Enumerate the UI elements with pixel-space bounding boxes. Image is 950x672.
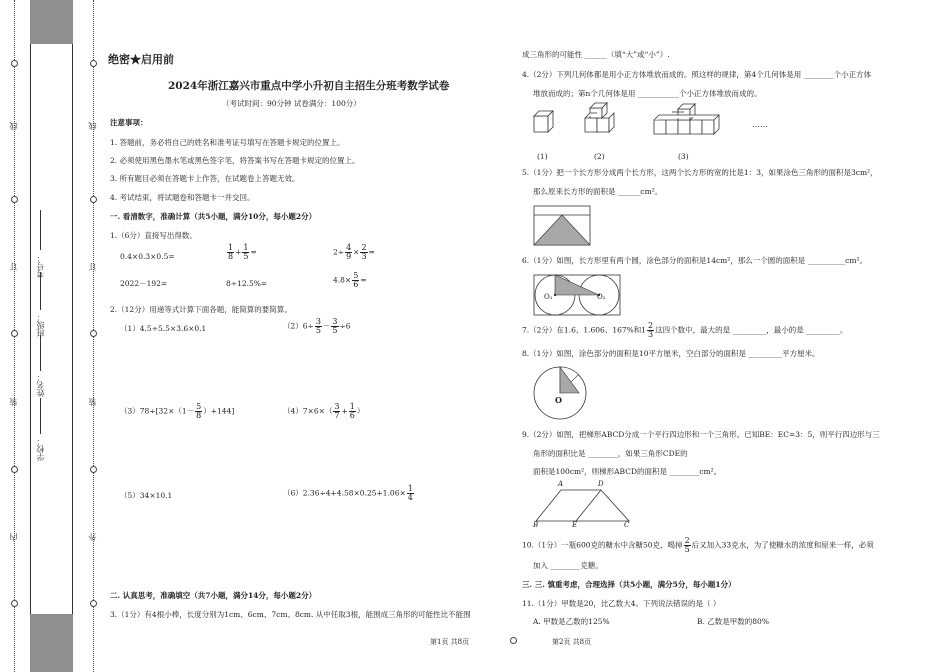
outer-line-label: 订 (9, 263, 18, 271)
note-item: 4. 考试结束，将试题卷和答题卡一并交回。 (110, 193, 255, 202)
exam-no-label: 考号： (36, 254, 45, 278)
strip-gray-top (30, 0, 73, 44)
question-9: 9.（2分）如图，把梯形ABCD分成一个平行四边形和一个三角形。已知BE：EC=3：5，则平行四边形与三 (522, 430, 880, 439)
inner-line-label: 外 (88, 533, 97, 541)
calc-item-fraction: 4.8× $\frac{5}{6}$ = (333, 271, 367, 289)
calc-item-fraction: （6）2.36÷4+4.58×0.25+1.06× $\frac{1}{4}$ (283, 484, 413, 502)
calc-item: （5）34×10.1 (120, 491, 173, 500)
inner-line-label: 订 (88, 263, 97, 271)
school-label: 学校： (36, 437, 45, 461)
vertex-label: C (624, 521, 630, 529)
vertex-label: D (598, 480, 604, 488)
figure-label: (3) (678, 152, 689, 161)
question-9-cont: 角形的面积比是 ________，如果三角形CDE的 (533, 449, 688, 458)
note-item: 1. 答题前，务必将自己的姓名和准考证号填写在答题卡规定的位置上。 (110, 138, 345, 147)
quarter-circle-figure (533, 365, 589, 421)
question-8: 8.（1分）如图，涂色部分的面积是10平方厘米，空白部分的面积是 _________平方厘米。 (522, 349, 820, 358)
question-5: 5.（1分）把一个长方形分成两个长方形，这两个长方形的宽的比是1：3，如果涂色三角形的面积是3cm²， (522, 168, 878, 177)
calc-item-fraction: 2÷ $\frac{4}{9}$ × $\frac{2}{3}$ = (333, 243, 375, 261)
question-3: 3.（1分）有4根小棒，长度分别为1cm、6cm、7cm、8cm. 从中任取3根，能围成三角形的可能性比不能围 (110, 610, 471, 619)
punch-hole (11, 600, 18, 607)
calc-item: （1）4.5÷5.5×3.6×0.1 (120, 324, 207, 333)
question-5-cont: 那么原来长方形的面积是 ______cm²。 (533, 187, 663, 196)
question-10-cont: 加入 ________克糖。 (533, 561, 603, 570)
exam-info: （考试时间：90分钟 试卷满分：100分） (222, 99, 361, 108)
question-10: 10.（1分）一瓶600克的糖水中含糖50克，喝掉 $\frac{2}{5}$ 后又加入33克水，为了使糖水的浓度和原来一样，必须 (522, 536, 874, 554)
section2-title: 二. 认真思考，准确填空（共7小题，满分14分，每小题2分） (110, 591, 317, 600)
page-title: 2024年浙江嘉兴市重点中学小升初自主招生分班考数学试卷 (168, 80, 450, 92)
punch-hole (11, 196, 18, 203)
punch-hole (90, 600, 97, 607)
vertex-label: A (558, 480, 564, 488)
option-b[interactable]: B. 乙数是甲数的80% (697, 617, 769, 626)
punch-hole (11, 60, 18, 67)
calc-item: 2022－192= (120, 279, 168, 288)
calc-item: 8÷12.5%= (226, 279, 268, 288)
question-7: 7.（2分）在1.6、1.606、167%和1 $\frac{2}{3}$ 这四个数中，最大的是 _________，最小的是 _________。 (522, 321, 848, 339)
note-item: 2. 必须使用黑色墨水笔或黑色签字笔，将答案书写在答题卡规定的位置上。 (110, 156, 360, 165)
vertex-label: B (533, 521, 539, 529)
exam-no-field[interactable] (40, 210, 41, 250)
center-label-o1: O₁ (544, 293, 553, 301)
question-2: 2.（12分）用递等式计算下面各题，能简算的要简算。 (110, 305, 292, 314)
name-field[interactable] (40, 335, 41, 371)
name-label: 姓名： (36, 373, 45, 397)
question-4: 4.（2分）下列几何体都是用小正方体堆放而成的。照这样的规律，第4个几何体是用 ________个小正方体 (522, 70, 872, 79)
calc-item-fraction: （4）7×6×（ $\frac{3}{7}$ + $\frac{1}{6}$ ） (283, 402, 365, 420)
class-label: 班级： (36, 313, 45, 337)
rectangle-triangle-figure (533, 205, 593, 247)
punch-hole (90, 196, 97, 203)
figure-label: (1) (537, 152, 548, 161)
question-1: 1.（6分）直接写出得数。 (110, 231, 197, 240)
center-label-o2: O₂ (597, 293, 606, 301)
continuation-dots: …… (752, 120, 768, 129)
strip-gray-bottom (30, 614, 73, 672)
outer-line-label: 装 (9, 398, 18, 406)
punch-hole (11, 466, 18, 473)
option-a[interactable]: A. 甲数是乙数的125% (533, 617, 610, 626)
inner-line-label: 装 (88, 398, 97, 406)
page-number-left: 第1页 共8页 (430, 638, 470, 646)
trapezoid-figure (533, 488, 633, 524)
secret-mark: 绝密★启用前 (108, 53, 174, 66)
vertex-label: E (572, 521, 578, 529)
figure-label: (2) (594, 152, 605, 161)
question-3-cont: 成三角形的可能性 ______（填“大”或“小”）. (522, 50, 670, 59)
punch-hole (90, 330, 97, 337)
punch-hole (90, 466, 97, 473)
question-11: 11.（1分）甲数是20，比乙数大4。下列说法错误的是（ ） (522, 599, 721, 608)
center-label-o: O (555, 395, 562, 405)
page-number-right: 第2页 共8页 (552, 638, 592, 646)
punch-hole (11, 330, 18, 337)
question-9-cont: 面积是100cm²，则梯形ABCD的面积是 ________cm²。 (533, 467, 722, 476)
outer-line-label: 线 (9, 122, 18, 130)
question-4-cont: 堆放而成的；第n个几何体是用 ___________个小正方体堆放而成的。 (533, 89, 762, 98)
calc-item: 0.4×0.3×0.5= (120, 252, 175, 261)
center-hole (510, 637, 517, 644)
notes-title: 注意事项： (110, 118, 148, 127)
question-6: 6.（1分）如图，长方形里有两个圆，涂色部分的面积是14cm²，那么一个圆的面积是 __________cm²。 (522, 256, 867, 265)
school-field[interactable] (40, 398, 41, 434)
calc-item-fraction: （3）78÷[32×（1－ $\frac{5}{8}$ ）+144] (120, 402, 235, 420)
section1-title: 一. 看清数字，准确计算（共5小题，满分10分，每小题2分） (110, 212, 317, 221)
section3-title: 三. 三. 慎重考虑，合理选择（共5小题，满分5分，每小题1分） (522, 580, 736, 589)
punch-hole (90, 60, 97, 67)
calc-item-fraction: （2）6÷ $\frac{3}{5}$ － $\frac{3}{5}$ ÷6 (283, 317, 351, 335)
outer-line-label: 内 (9, 533, 18, 541)
cube-stacks-figure (530, 102, 750, 142)
inner-line-label: 线 (88, 122, 97, 130)
calc-item-fraction: $\frac{1}{8}$ + $\frac{1}{5}$ = (228, 243, 257, 261)
note-item: 3. 所有题目必须在答题卡上作答，在试题卷上答题无效。 (110, 174, 300, 183)
